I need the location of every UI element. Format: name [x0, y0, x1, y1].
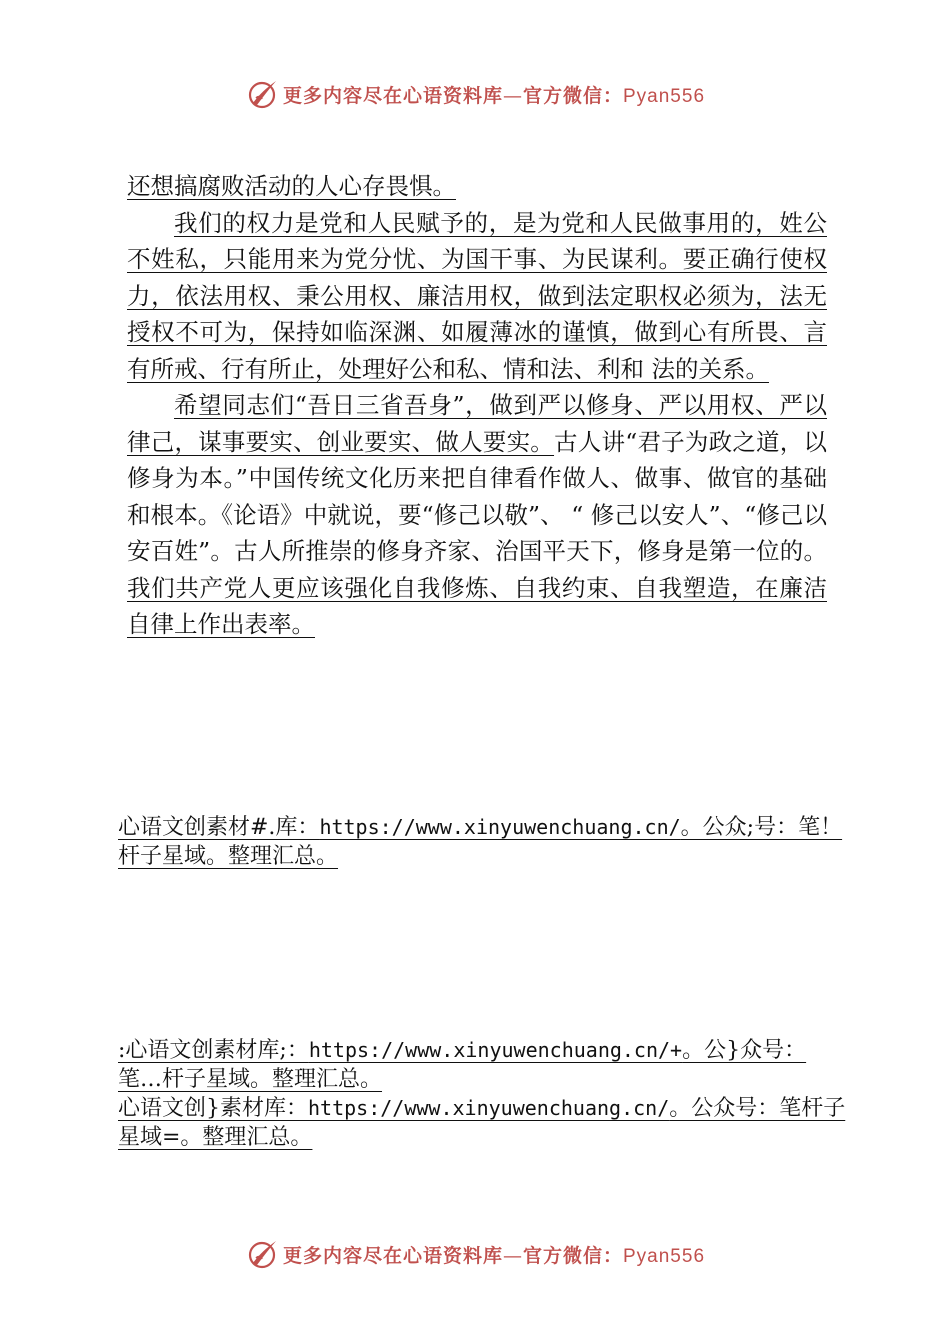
source-notice-1: 心语文创素材#.库：https://www.xinyuwenchuang.cn/。公众;号：笔！杆子星域。整理汇总。 [118, 815, 843, 869]
paragraph-2: 我们的权力是党和人民赋予的，是为党和人民做事用的，姓公不姓私，只能用来为党分忧、为国干事、为民谋利。要正确行使权力，依法用权、秉公用权、廉洁用权，做到法定职权必须为，法无授权不可为，保持如临深渊、如履薄冰的谨慎，做到心有所畏、言有所戒、行有所止，处理好公和私、情和法、利和 法的关系。 [127, 208, 827, 383]
banner-title: 更多内容尽在心语资料库—官方微信：Pyan556 [282, 84, 706, 107]
paragraph-3: 希望同志们“吾日三省吾身”，做到严以修身、严以用权、严以律己，谋事要实、创业要实、做人要实。古人讲“君子为政之道，以修身为本。”中国传统文化历来把自律看作做人、做事、做官的基础和根本。《论语》中就说，要“修己以敬”、 “ 修己以安人”、“修己以安百姓”。古人所推崇的修身齐家、治国平天下，修身是第一位的。我们共产党人更应该强化自我修炼、自我约束、自我塑造，在廉洁自律上作出表率。 [127, 391, 828, 638]
header-banner [0, 74, 950, 114]
document-body [127, 168, 827, 643]
brush-logo-icon [245, 77, 279, 111]
banner-title: 更多内容尽在心语资料库—官方微信：Pyan556 [282, 1244, 706, 1267]
paragraph-1: 还想搞腐败活动的人心存畏惧。 [127, 172, 456, 200]
source-notice-3: 心语文创}素材库：https://www.xinyuwenchuang.cn/。公众号：笔杆子星域=。整理汇总。 [118, 1096, 846, 1150]
source-notice-2: :心语文创素材库;：https://www.xinyuwenchuang.cn/+。公}众号：笔…杆子星域。整理汇总。 [118, 1038, 807, 1092]
footer-banner [0, 1234, 950, 1274]
brush-logo-icon [245, 1237, 279, 1271]
